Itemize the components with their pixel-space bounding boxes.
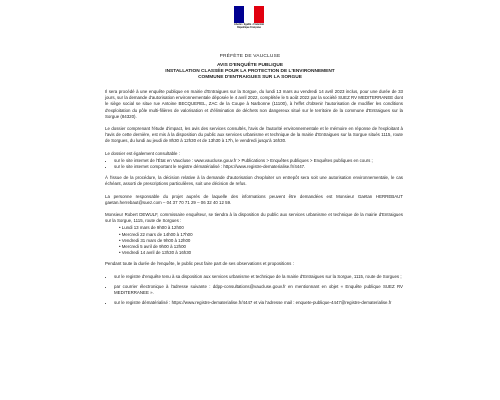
list-item: • par courrier électronique à l'adresse suivante : ddpp-consultations@vaucluse.gouv.fr en mentionnant en objet « Enquête publique SUEZ RV MEDITERRANEE ».: [114, 284, 403, 296]
paragraph-observations: Pendant toute la durée de l'enquête, le public peut faire part de ses observations et propositions :: [105, 261, 294, 267]
list-item: • Mercredi 5 avril de 9h00 à 12h00: [119, 244, 403, 250]
flag-white-band: [244, 6, 254, 23]
title-line-1: AVIS D'ENQUÊTE PUBLIQUE: [216, 63, 284, 68]
tricolor-flag-icon: [234, 6, 264, 23]
prefecture-heading: PRÉFÈTE DE VAUCLUSE: [219, 54, 281, 59]
logo-republic: République Française: [237, 26, 261, 29]
paragraph-dossier: Le dossier comprenant l'étude d'impact, les avis des services consultés, l'avis de l'autorité environnementale et le mémoire en réponse de l'exploitant à l'avis de cette dernière, est mis à la disposition du public aux services urbanisme et technique de la mairie d'Entraigues sur la Sorgue situés 1115, route de Sorgues, du lundi au jeudi de 8h30 à 12h30 et de 13h30 à 17h, le vendredi jusqu'à 16h30.: [105, 126, 403, 144]
observation-methods: [105, 274, 403, 307]
paragraph-decision: À l'issue de la procédure, la décision relative à la demande d'autorisation d'exploiter un entrepôt sera soit une autorisation environnementale, le cas échéant, assorti de prescriptions particulières, soit une décision de refus.: [105, 175, 403, 187]
notice-body: [105, 89, 403, 311]
list-item: • Vendredi 14 avril de 13h30 à 16h30: [119, 250, 403, 256]
flag-blue-band: [234, 6, 244, 23]
list-item: • sur le site internet comportant le registre dématérialisé : https://www.registre-dematerialise.fr/4447.: [114, 164, 403, 170]
paragraph-intro: Il sera procédé à une enquête publique en mairie d'Entraigues sur la Sorgue, du lundi 13 mars au vendredi 14 avril 2023 inclus, pour une durée de 33 jours, sur la demande d'autorisation environnementale déposée le 4 avril 2022, complétée le 5 août 2022 par la société SUEZ RV MEDITERRANEE dont le siège social se situe rue Antoine BECQUEREL, ZAC de la Coupe à Narbonne (11100), à l'effet d'obtenir l'autorisation de modifier les conditions d'exploitation du pôle multi-filières de valorisation et d'élimination de déchets non dangereux situé sur le territoire de la commune d'Entraigues sur la Sorgue (84320).: [105, 89, 403, 119]
paragraph-contact: La personne responsable du projet auprès de laquelle des informations peuvent être demandées est Monsieur Gaëtan HERREBAUT gaetan.herrebaut@suez.com – 04 37 70 71 29 – 06 32 40 12 59.: [105, 193, 403, 205]
marianne-logo: [231, 6, 267, 30]
permanence-dates: [105, 225, 403, 256]
notice-title: [100, 63, 400, 82]
consult-list: [105, 158, 403, 170]
list-item: • Lundi 13 mars de 9h00 à 12h00: [119, 225, 403, 231]
paragraph-consultable: Le dossier est également consultable :: [105, 150, 180, 156]
list-item: • sur le site internet de l'État en Vaucluse : www.vaucluse.gouv.fr > Publications > Enquêtes publiques > Enquêtes publiques en cours ;: [114, 158, 403, 164]
title-line-2: INSTALLATION CLASSÉE POUR LA PROTECTION DE L'ENVIRONNEMENT: [165, 69, 335, 75]
paragraph-commissioner: Monsieur Robert DEWULF, commissaire enquêteur, se tiendra à la disposition du public aux services urbanisme et technique de la mairie d'Entraigues sur la Sorgue, 1115, route de Sorgues :: [105, 212, 403, 224]
list-item: • Vendredi 31 mars de 9h00 à 12h00: [119, 238, 403, 244]
list-item: • Mercredi 22 mars de 14h00 à 17h00: [119, 232, 403, 238]
list-item: • sur le registre dématérialisé : https://www.registre-dematerialise.fr/4447 et via l'adresse mail : enquete-publique-4447@registre-dematerialise.fr: [114, 300, 403, 306]
title-line-3: COMMUNE D'ENTRAIGUES SUR LA SORGUE: [198, 75, 302, 81]
logo-motto: Liberté • Égalité • Fraternité: [234, 24, 264, 26]
logo-text: [231, 24, 267, 30]
list-item: • sur le registre d'enquête tenu à sa disposition aux services urbanisme et technique de la mairie d'Entraigues sur la Sorgue, 1115, route de Sorgues ;: [114, 274, 403, 280]
flag-red-band: [254, 6, 264, 23]
